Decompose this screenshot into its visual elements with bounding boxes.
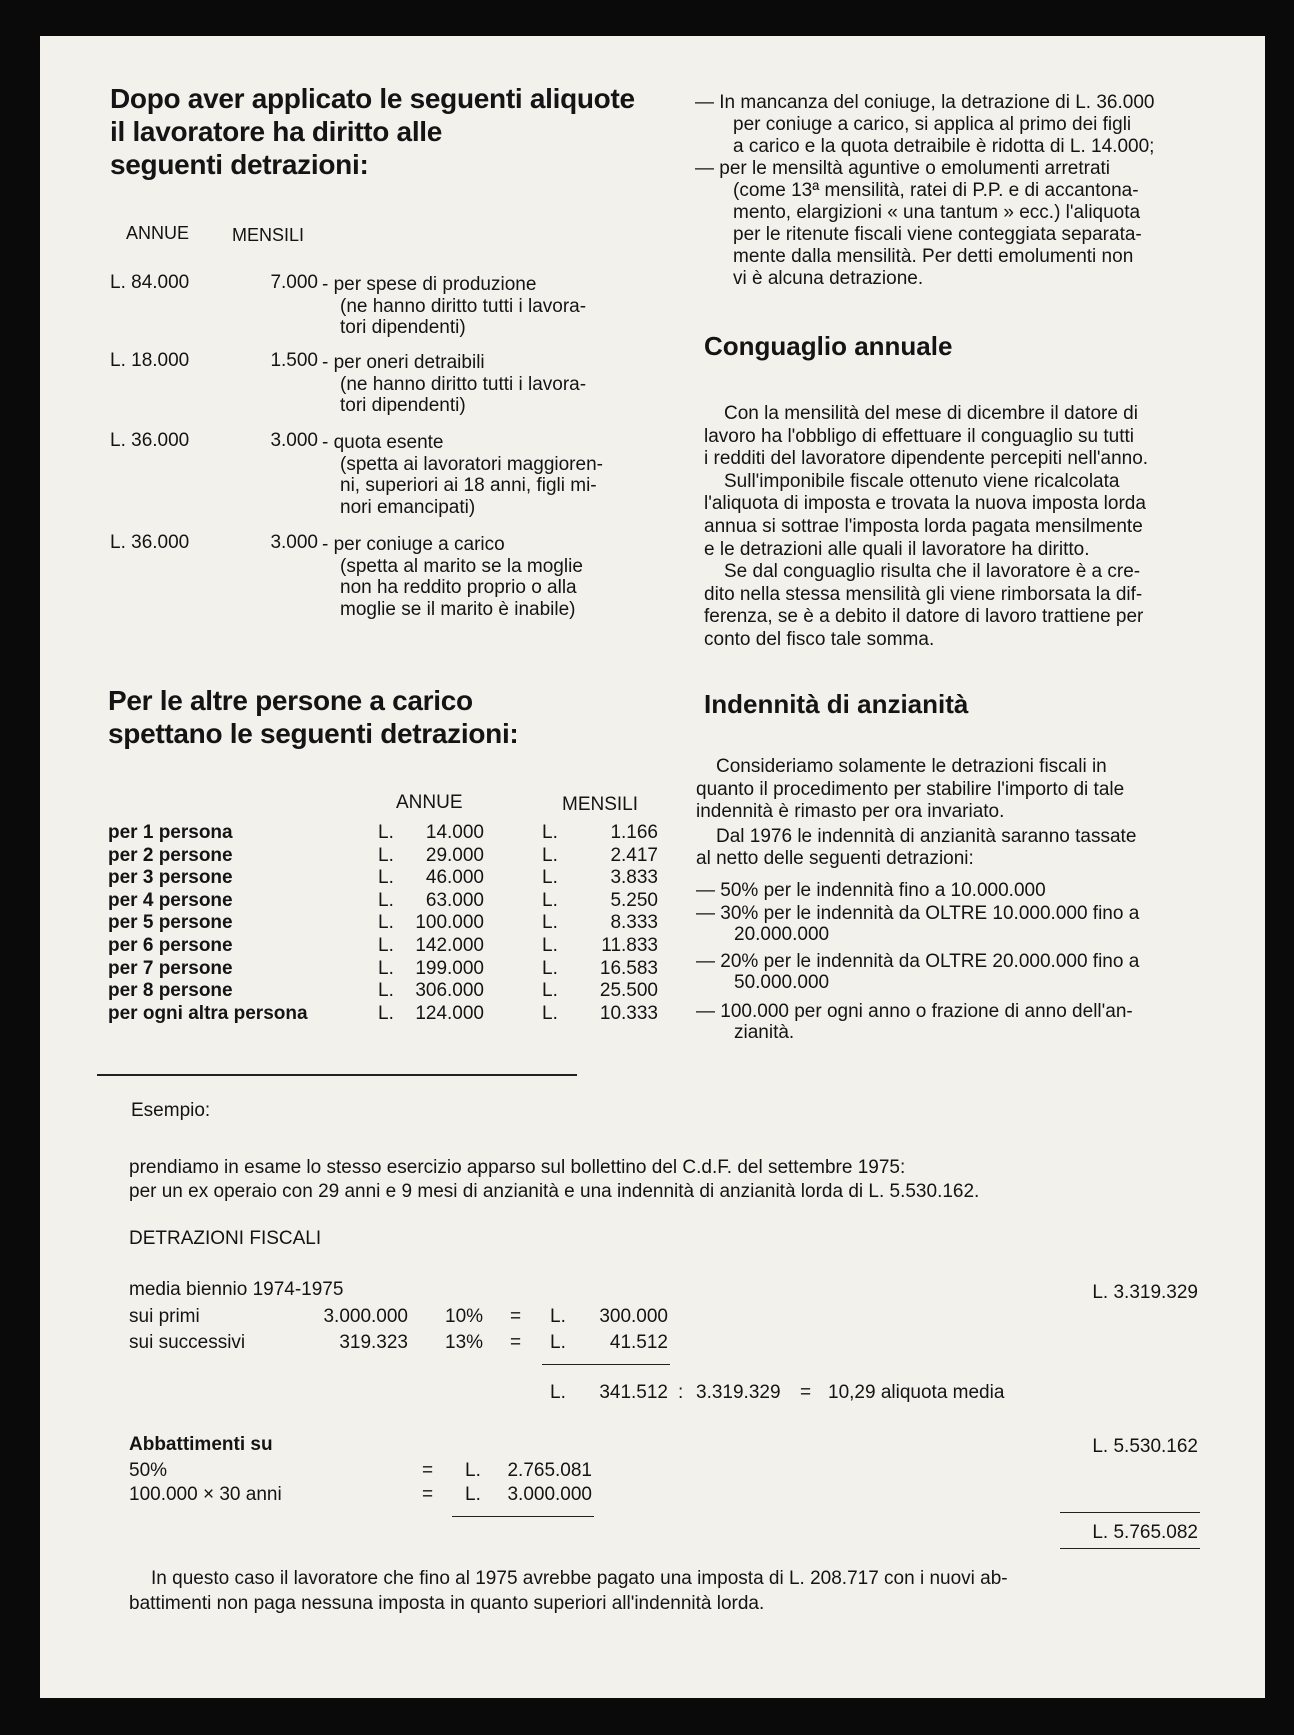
table2-header-mensili: MENSILI	[562, 794, 639, 815]
person-mensili-currency: L.	[542, 1002, 558, 1024]
row-rate: 10%	[445, 1306, 484, 1327]
bullet-item: — per le mensiltà aguntive o emolumenti arretrati (come 13ª mensilità, ratei di P.P. e di accantona- mento, elargizioni « una tantum » ecc.) l'aliquota per le ritenute fiscali viene conteggiata separata- mente dalla mensilità. Per detti emolumenti non vi è alcuna detrazione.	[695, 158, 1142, 289]
table1-header-annue: ANNUE	[126, 223, 190, 243]
indennita-item: — 100.000 per ogni anno o frazione di anno dell'an- zianità.	[696, 1001, 1133, 1043]
deduction-description	[322, 534, 682, 620]
heading-conguaglio: Conguaglio annuale	[704, 331, 953, 361]
person-mensili-currency: L.	[542, 867, 558, 889]
person-label: per 6 persone	[108, 935, 233, 956]
deduction-line: (spetta ai lavoratori maggioren-	[340, 453, 603, 475]
person-mensili: 2.417	[610, 844, 658, 866]
person-annue: 14.000	[425, 822, 484, 843]
person-annue: 142.000	[415, 935, 484, 956]
deduction-line: tori dipendenti)	[340, 395, 466, 417]
row-cur: L.	[550, 1332, 566, 1353]
deduction-annue: L. 36.000	[110, 430, 190, 451]
final-line	[1060, 1512, 1200, 1513]
final-underline	[1060, 1548, 1200, 1549]
deduction-description	[322, 432, 682, 518]
deduction-description	[322, 274, 682, 339]
person-label: per 8 persone	[108, 980, 233, 1002]
person-label: per 4 persone	[108, 889, 233, 911]
row-eq: =	[510, 1306, 522, 1327]
person-mensili: 1.166	[610, 822, 658, 843]
deduction-description	[322, 352, 682, 417]
person-mensili: 16.583	[599, 957, 658, 979]
person-mensili-currency: L.	[542, 912, 558, 934]
person-annue: 306.000	[415, 980, 484, 1002]
row-label: sui successivi	[129, 1332, 246, 1353]
person-annue: 29.000	[425, 844, 484, 866]
row-cur: L.	[550, 1306, 566, 1327]
person-annue-currency: L.	[378, 980, 394, 1002]
abbatt-value: 3.000.000	[507, 1484, 592, 1505]
total-div: 3.319.329	[696, 1382, 781, 1403]
media-value: L. 3.319.329	[1092, 1282, 1198, 1303]
final-value: L. 5.765.082	[1092, 1522, 1198, 1543]
abbatt-value: 2.765.081	[507, 1460, 592, 1481]
deduction-line: nori emancipati)	[340, 496, 476, 518]
deduction-line: - per coniuge a carico	[322, 534, 505, 555]
row-result: 41.512	[609, 1332, 668, 1353]
deduction-annue: L. 84.000	[110, 272, 190, 293]
total-eq: =	[800, 1382, 812, 1403]
person-annue-currency: L.	[378, 957, 394, 979]
person-annue: 100.000	[415, 912, 484, 934]
person-mensili: 10.333	[599, 1002, 658, 1024]
deduction-annue: L. 18.000	[110, 350, 190, 371]
media-label: media biennio 1974-1975	[129, 1279, 344, 1300]
person-annue: 46.000	[425, 867, 484, 889]
total-value: 341.512	[599, 1382, 668, 1403]
person-label: per 2 persone	[108, 844, 233, 866]
abbatt-eq: =	[422, 1460, 434, 1481]
person-mensili: 5.250	[610, 889, 658, 911]
row-amount: 319.323	[339, 1332, 408, 1353]
indennita-item: — 30% per le indennità da OLTRE 10.000.000 fino a 20.000.000	[696, 903, 1140, 945]
deduction-line: - per spese di produzione	[322, 274, 537, 295]
indennita-item: — 20% per le indennità da OLTRE 20.000.000 fino a 50.000.000	[696, 951, 1140, 993]
row-result: 300.000	[599, 1306, 668, 1327]
deduction-line: - quota esente	[322, 432, 444, 453]
abbatt-cur: L.	[465, 1484, 481, 1505]
indennita-item: — 50% per le indennità fino a 10.000.000	[696, 880, 1046, 901]
lorda-value: L. 5.530.162	[1092, 1436, 1198, 1457]
person-mensili: 3.833	[610, 867, 658, 889]
person-label: per ogni altra persona	[108, 1002, 308, 1024]
deduction-mensili: 7.000	[270, 272, 318, 293]
person-mensili-currency: L.	[542, 822, 558, 843]
deduction-line: - per oneri detraibili	[322, 352, 485, 373]
deduction-line: non ha reddito proprio o alla	[340, 577, 577, 599]
person-mensili: 25.500	[599, 980, 658, 1002]
person-mensili-currency: L.	[542, 935, 558, 956]
row-label: sui primi	[129, 1306, 200, 1327]
person-annue: 63.000	[425, 889, 484, 911]
person-annue-currency: L.	[378, 935, 394, 956]
person-mensili: 11.833	[601, 935, 658, 956]
document-page	[40, 36, 1265, 1698]
person-mensili-currency: L.	[542, 980, 558, 1002]
conclusion-paragraph: In questo caso il lavoratore che fino al 1975 avrebbe pagato una imposta di L. 208.717 con i nuovi ab- battimenti non paga nessuna imposta in quanto superiori all'indennità lorda.	[129, 1568, 1008, 1614]
person-annue-currency: L.	[378, 867, 394, 889]
person-mensili: 8.333	[610, 912, 658, 934]
person-annue-currency: L.	[378, 889, 394, 911]
indennita-list	[696, 880, 1286, 1043]
divider	[97, 1074, 577, 1076]
person-mensili-currency: L.	[542, 957, 558, 979]
person-label: per 1 persona	[108, 822, 233, 843]
person-annue: 124.000	[415, 1002, 484, 1024]
abbatt-cur: L.	[465, 1460, 481, 1481]
table1-header-mensili: MENSILI	[232, 225, 305, 245]
person-label: per 3 persone	[108, 867, 233, 889]
example-intro: prendiamo in esame lo stesso esercizio apparso sul bollettino del C.d.F. del settembre 1975: per un ex operaio con 29 anni e 9 mesi di anzianità e una indennità di anzianità lorda di L. 5.530.162.	[129, 1157, 980, 1202]
person-label: per 5 persone	[108, 912, 233, 934]
conguaglio-paragraph: Con la mensilità del mese di dicembre il datore di lavoro ha l'obbligo di effettuare il conguaglio su tutti i redditi del lavoratore dipendente percepiti nell'anno. Sull'imponibile fiscale ottenuto viene ricalcolata l'aliquota di imposta e trovata la nuova imposta lorda annua si sottrae l'imposta lorda pagata mensilmente e le detrazioni alle quali il lavoratore ha diritto. Se dal conguaglio risulta che il lavoratore è a cre- dito nella stessa mensilità gli viene rimborsata la dif- ferenza, se è a debito il datore di lavoro trattiene per conto del fisco tale somma.	[704, 403, 1149, 650]
abbatt-eq: =	[422, 1484, 434, 1505]
abbatt-label: 50%	[129, 1460, 168, 1481]
indennita-paragraph: Consideriamo solamente le detrazioni fiscali in quanto il procedimento per stabilire l'importo di tale indennità è rimasto per ora invariato. Dal 1976 le indennità di anzianità saranno tassate al netto delle seguenti detrazioni:	[696, 756, 1137, 870]
person-annue: 199.000	[415, 957, 484, 979]
row-eq: =	[510, 1332, 522, 1353]
sum-line	[542, 1364, 670, 1365]
row-rate: 13%	[445, 1332, 484, 1353]
heading-altre-persone: Per le altre persone a carico spettano le seguenti detrazioni:	[108, 685, 519, 749]
abbatt-line	[452, 1516, 594, 1517]
detrazioni-fiscali-title: DETRAZIONI FISCALI	[129, 1228, 322, 1249]
bullet-item: — In mancanza del coniuge, la detrazione di L. 36.000 per coniuge a carico, si applica al primo dei figli a carico e la quota detraibile è ridotta di L. 14.000;	[695, 92, 1155, 157]
deduction-mensili: 3.000	[270, 430, 318, 451]
person-annue-currency: L.	[378, 822, 394, 843]
person-annue-currency: L.	[378, 1002, 394, 1024]
heading-detrazioni: Dopo aver applicato le seguenti aliquote il lavoratore ha diritto alle seguenti detrazioni:	[110, 83, 635, 180]
deduction-line: (ne hanno diritto tutti i lavora-	[340, 295, 587, 317]
person-label: per 7 persone	[108, 957, 233, 979]
deduction-line: (spetta al marito se la moglie	[340, 555, 583, 577]
person-mensili-currency: L.	[542, 889, 558, 911]
deduction-line: tori dipendenti)	[340, 317, 466, 339]
total-cur: L.	[550, 1382, 566, 1403]
person-annue-currency: L.	[378, 844, 394, 866]
deduction-line: ni, superiori ai 18 anni, figli mi-	[340, 475, 597, 497]
deduction-mensili: 1.500	[270, 350, 318, 371]
deduction-annue: L. 36.000	[110, 532, 190, 553]
abbattimenti-title: Abbattimenti su	[129, 1434, 273, 1455]
bullets-coniuge	[695, 92, 1285, 290]
table2-header-annue: ANNUE	[396, 792, 463, 813]
heading-indennita: Indennità di anzianità	[704, 689, 969, 719]
total-op: :	[678, 1382, 684, 1403]
deduction-mensili: 3.000	[270, 532, 318, 553]
deduction-line: (ne hanno diritto tutti i lavora-	[340, 373, 587, 395]
example-label: Esempio:	[131, 1100, 211, 1121]
row-amount: 3.000.000	[323, 1306, 408, 1327]
person-mensili-currency: L.	[542, 844, 558, 866]
abbatt-label: 100.000 × 30 anni	[129, 1484, 282, 1505]
deduction-line: moglie se il marito è inabile)	[340, 598, 576, 620]
total-result: 10,29 aliquota media	[828, 1382, 1005, 1403]
person-annue-currency: L.	[378, 912, 394, 934]
